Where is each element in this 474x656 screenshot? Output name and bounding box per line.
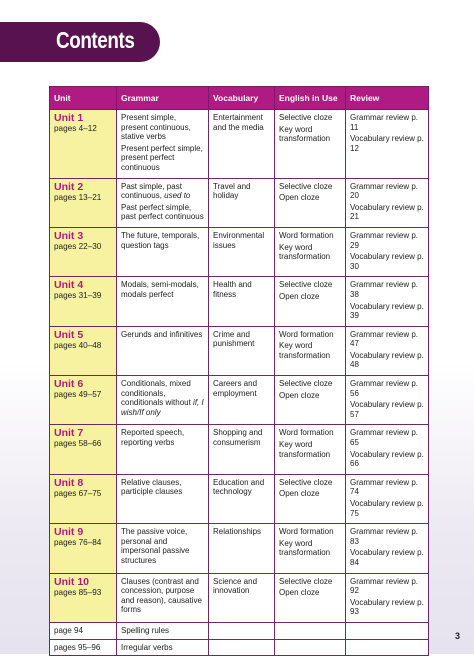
- review-item: Grammar review p. 92: [350, 576, 419, 596]
- vocabulary-item: Crime and punishment: [213, 329, 255, 349]
- grammar-item: Conditionals, mixed conditionals, conditionals without if, I wish/If only: [121, 379, 204, 417]
- english-item: Selective cloze: [279, 477, 333, 487]
- vocabulary-item: Relationships: [213, 527, 262, 537]
- review-item: Grammar review p. 65: [350, 428, 419, 448]
- english-item: Word formation: [279, 428, 334, 438]
- contents-table: [49, 86, 429, 656]
- table-row: [50, 376, 429, 425]
- vocabulary-cell: [209, 425, 275, 474]
- review-item: Grammar review p. 47: [350, 329, 419, 349]
- review-item: Grammar review p. 38: [350, 280, 419, 299]
- english-item: Key word transformation: [279, 124, 331, 144]
- grammar-item: Gerunds and infinitives: [121, 329, 203, 339]
- review-item: Vocabulary review p. 66: [350, 449, 424, 469]
- grammar-cell: [117, 425, 209, 474]
- review-item: Grammar review p. 74: [350, 477, 419, 497]
- unit-cell: [50, 227, 117, 276]
- english-item: Selective cloze: [279, 379, 333, 389]
- vocabulary-item: Science and innovation: [213, 576, 258, 596]
- empty-cell: [346, 622, 429, 639]
- grammar-item: Present simple, present continuous, stative verbs: [121, 113, 191, 142]
- english-cell: [275, 227, 346, 276]
- unit-pages: pages 58–66: [54, 439, 102, 449]
- english-item: Word formation: [279, 230, 334, 240]
- extra-grammar: Spelling rules: [117, 622, 209, 639]
- table-row: [50, 110, 429, 179]
- review-item: Vocabulary review p. 75: [350, 499, 424, 518]
- grammar-cell: [117, 376, 209, 425]
- empty-cell: [275, 639, 346, 656]
- unit-name: Unit 5: [54, 328, 84, 341]
- unit-pages: pages 49–57: [54, 390, 102, 400]
- review-item: Grammar review p. 83: [350, 527, 419, 546]
- review-cell: [346, 326, 429, 375]
- table-row: [50, 639, 429, 656]
- english-item: Key word transformation: [279, 242, 331, 262]
- header-english-in-use: English in Use: [275, 87, 346, 110]
- unit-name: Unit 1: [54, 112, 84, 124]
- vocabulary-item: Travel and holiday: [213, 181, 251, 201]
- table-row: [50, 425, 429, 474]
- review-cell: [346, 376, 429, 425]
- unit-cell: [50, 110, 117, 179]
- vocabulary-item: Entertainment and the media: [213, 113, 264, 132]
- unit-cell: [50, 277, 117, 326]
- english-item: Open cloze: [279, 489, 320, 499]
- review-item: Grammar review p. 56: [350, 379, 419, 398]
- grammar-cell: [117, 227, 209, 276]
- vocabulary-item: Health and fitness: [213, 280, 252, 299]
- review-cell: [346, 474, 429, 523]
- review-cell: [346, 110, 429, 179]
- english-item: Word formation: [279, 527, 334, 537]
- review-cell: [346, 277, 429, 326]
- unit-cell: [50, 573, 117, 622]
- review-cell: [346, 178, 429, 227]
- empty-cell: [209, 622, 275, 639]
- review-cell: [346, 573, 429, 622]
- unit-name: Unit 7: [54, 427, 84, 440]
- english-item: Selective cloze: [279, 113, 333, 122]
- vocabulary-item: Careers and employment: [213, 379, 258, 398]
- english-item: Open cloze: [279, 588, 320, 598]
- english-cell: [275, 376, 346, 425]
- unit-cell: [50, 425, 117, 474]
- grammar-item: Clauses (contrast and concession, purpose and reason), causative forms: [121, 576, 202, 615]
- review-item: Vocabulary review p. 12: [350, 134, 424, 153]
- english-cell: [275, 326, 346, 375]
- review-cell: [346, 227, 429, 276]
- vocabulary-item: Education and technology: [213, 477, 265, 497]
- grammar-cell: [117, 474, 209, 523]
- english-item: Key word transformation: [279, 440, 331, 459]
- unit-cell: [50, 474, 117, 523]
- english-cell: [275, 178, 346, 227]
- english-item: Open cloze: [279, 291, 320, 301]
- grammar-cell: [117, 178, 209, 227]
- english-item: Key word transformation: [279, 538, 331, 558]
- review-item: Vocabulary review p. 57: [350, 400, 424, 419]
- review-item: Vocabulary review p. 93: [350, 597, 424, 617]
- header-unit: Unit: [50, 87, 117, 110]
- review-item: Vocabulary review p. 48: [350, 350, 424, 370]
- english-cell: [275, 277, 346, 326]
- grammar-cell: [117, 524, 209, 573]
- unit-cell: [50, 326, 117, 375]
- vocabulary-cell: [209, 524, 275, 573]
- unit-name: Unit 10: [54, 575, 90, 588]
- table-row: [50, 227, 429, 276]
- review-cell: [346, 524, 429, 573]
- review-item: Grammar review p. 11: [350, 113, 419, 132]
- empty-cell: [209, 639, 275, 656]
- unit-cell: [50, 376, 117, 425]
- vocabulary-cell: [209, 474, 275, 523]
- header-vocabulary: Vocabulary: [209, 87, 275, 110]
- grammar-cell: [117, 277, 209, 326]
- unit-name: Unit 9: [54, 526, 84, 539]
- grammar-item: The passive voice, personal and impersonal passive structures: [121, 527, 190, 565]
- english-item: Open cloze: [279, 390, 320, 400]
- header-review: Review: [346, 87, 429, 110]
- unit-name: Unit 8: [54, 476, 84, 489]
- english-item: Selective cloze: [279, 576, 333, 586]
- extra-grammar: Irregular verbs: [117, 639, 209, 656]
- vocabulary-item: Shopping and consumerism: [213, 428, 263, 448]
- review-item: Vocabulary review p. 84: [350, 548, 424, 567]
- unit-name: Unit 2: [54, 180, 84, 193]
- grammar-item: Relative clauses, participle clauses: [121, 477, 183, 497]
- review-cell: [346, 425, 429, 474]
- empty-cell: [346, 639, 429, 656]
- vocabulary-cell: [209, 227, 275, 276]
- english-cell: [275, 425, 346, 474]
- table-row: [50, 524, 429, 573]
- unit-cell: [50, 178, 117, 227]
- unit-pages: pages 40–48: [54, 340, 102, 350]
- vocabulary-cell: [209, 326, 275, 375]
- review-item: Grammar review p. 20: [350, 181, 419, 201]
- grammar-item: Present perfect simple, present perfect continuous: [121, 143, 203, 172]
- english-item: Selective cloze: [279, 181, 333, 191]
- table-row: [50, 277, 429, 326]
- grammar-item: Past perfect simple, past perfect continuous: [121, 202, 204, 222]
- vocabulary-cell: [209, 178, 275, 227]
- unit-pages: pages 22–30: [54, 241, 102, 251]
- english-cell: [275, 110, 346, 179]
- english-item: Key word transformation: [279, 341, 331, 360]
- vocabulary-cell: [209, 277, 275, 326]
- unit-name: Unit 3: [54, 229, 84, 242]
- table-row: [50, 622, 429, 639]
- unit-pages: pages 31–39: [54, 291, 102, 301]
- review-item: Grammar review p. 29: [350, 230, 419, 250]
- table-row: [50, 474, 429, 523]
- vocabulary-cell: [209, 110, 275, 179]
- unit-cell: [50, 524, 117, 573]
- english-item: Open cloze: [279, 193, 320, 203]
- english-item: Selective cloze: [279, 280, 333, 290]
- unit-pages: pages 76–84: [54, 538, 102, 548]
- empty-cell: [275, 622, 346, 639]
- grammar-cell: [117, 110, 209, 179]
- unit-pages: pages 13–21: [54, 192, 102, 202]
- unit-pages: pages 67–75: [54, 488, 102, 498]
- english-item: Word formation: [279, 329, 334, 339]
- grammar-item: Modals, semi-modals, modals perfect: [121, 280, 199, 299]
- grammar-item: Reported speech, reporting verbs: [121, 428, 185, 448]
- header-row: [50, 87, 429, 110]
- vocabulary-cell: [209, 573, 275, 622]
- english-cell: [275, 474, 346, 523]
- page-number: 3: [454, 631, 460, 641]
- review-item: Vocabulary review p. 30: [350, 252, 424, 271]
- english-cell: [275, 524, 346, 573]
- vocabulary-item: Environmental issues: [213, 230, 265, 250]
- unit-name: Unit 4: [54, 279, 84, 292]
- grammar-item: The future, temporals, question tags: [121, 230, 200, 250]
- table-row: [50, 573, 429, 622]
- unit-pages: pages 4–12: [54, 124, 97, 133]
- grammar-cell: [117, 573, 209, 622]
- unit-pages: pages 85–93: [54, 587, 102, 597]
- unit-name: Unit 6: [54, 378, 84, 391]
- review-item: Vocabulary review p. 39: [350, 301, 424, 321]
- table-row: [50, 178, 429, 227]
- grammar-item: Past simple, past continuous, used to: [121, 181, 191, 201]
- page-title: Contents: [56, 27, 135, 53]
- header-grammar: Grammar: [117, 87, 209, 110]
- review-item: Vocabulary review p. 21: [350, 202, 424, 222]
- english-cell: [275, 573, 346, 622]
- grammar-cell: [117, 326, 209, 375]
- table-row: [50, 326, 429, 375]
- vocabulary-cell: [209, 376, 275, 425]
- extra-pages: pages 95–96: [50, 639, 117, 656]
- extra-pages: page 94: [50, 622, 117, 639]
